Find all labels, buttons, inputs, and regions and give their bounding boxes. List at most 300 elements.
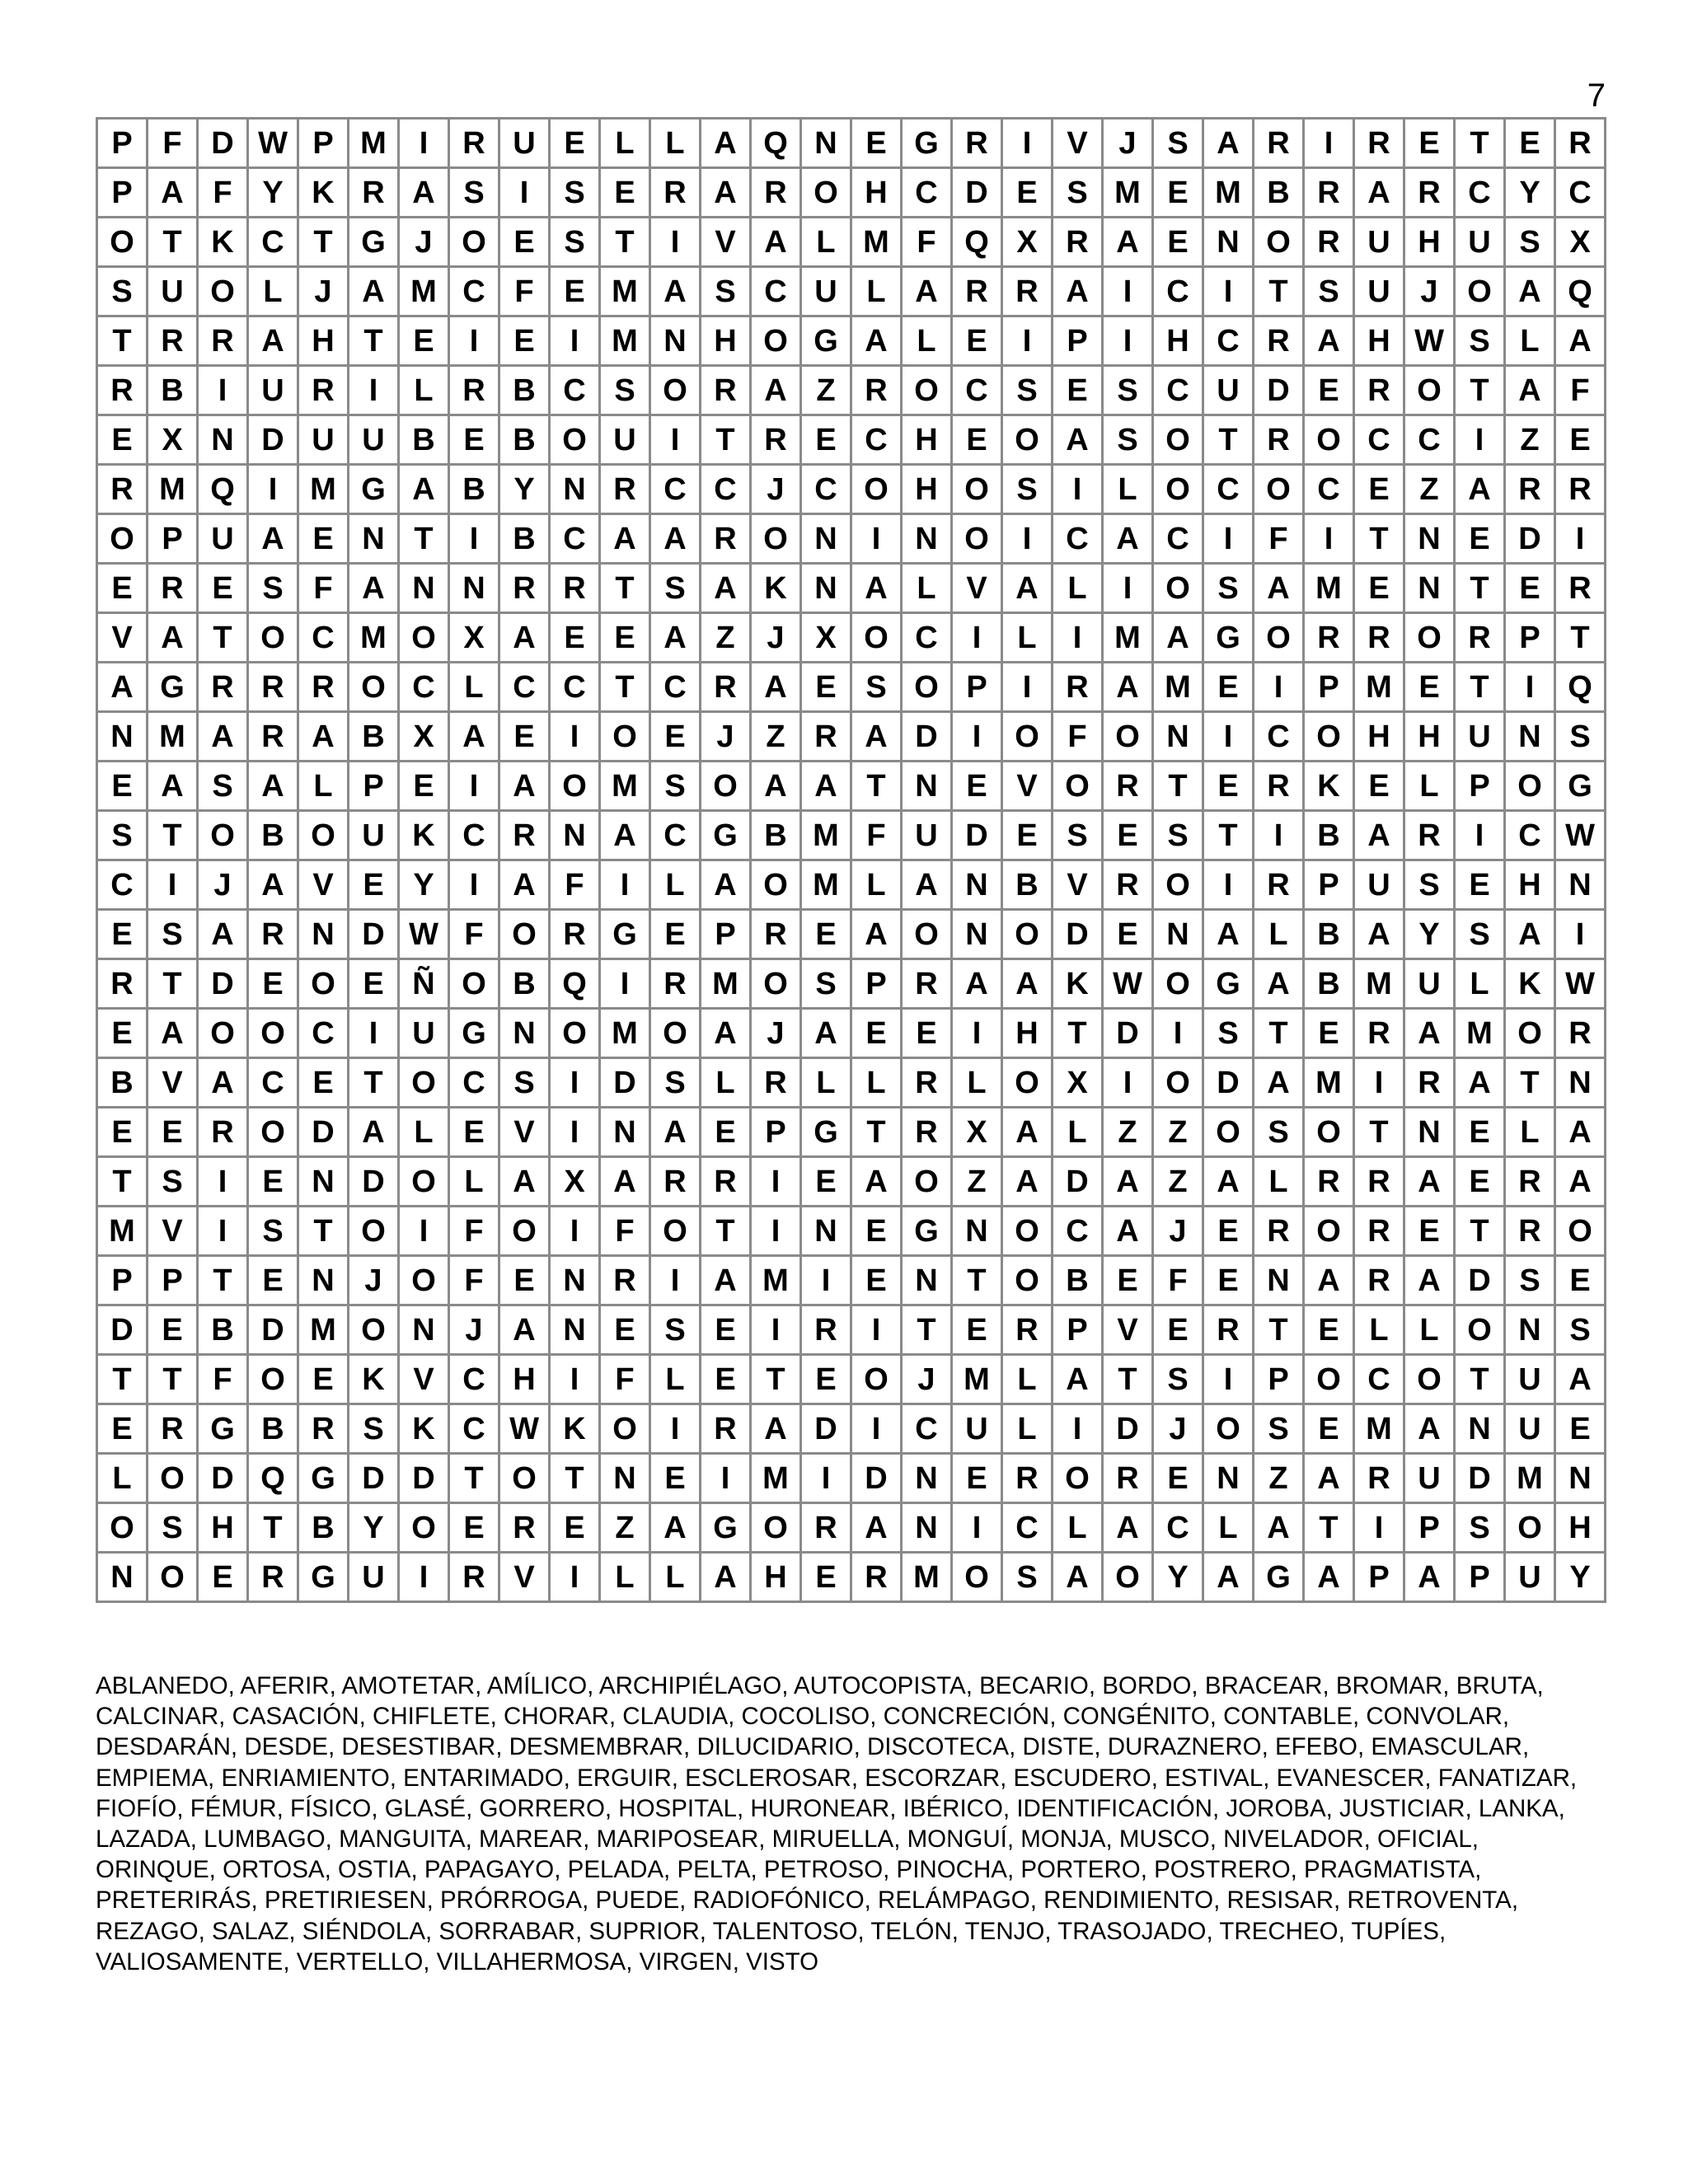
grid-row [97,1305,1606,1355]
grid-cell: C [449,267,499,316]
grid-cell: O [701,762,751,811]
grid-cell: H [298,316,349,366]
grid-cell: B [499,415,550,465]
grid-cell: E [1304,1305,1354,1355]
grid-cell: O [97,218,148,267]
grid-cell: P [97,168,148,218]
grid-cell: S [1404,860,1455,910]
grid-cell: T [1153,762,1203,811]
grid-cell: C [650,465,701,514]
grid-cell: L [1404,1305,1455,1355]
grid-cell: O [1304,1207,1354,1256]
grid-cell: T [1455,663,1505,712]
grid-cell: C [550,514,600,564]
grid-cell: A [349,564,399,613]
grid-cell: S [550,168,600,218]
grid-cell: B [1304,959,1354,1009]
grid-cell: E [952,762,1002,811]
grid-cell: L [449,1157,499,1207]
grid-cell: W [1555,811,1606,860]
grid-cell: N [298,910,349,959]
grid-cell: J [1404,267,1455,316]
grid-cell: C [1153,366,1203,415]
grid-cell: E [801,1553,851,1602]
grid-cell: O [449,959,499,1009]
grid-row [97,1207,1606,1256]
grid-cell: E [851,1009,902,1058]
grid-cell: K [298,168,349,218]
grid-cell: R [1254,1207,1304,1256]
grid-cell: N [902,1454,952,1503]
grid-cell: N [801,119,851,168]
grid-cell: L [1455,959,1505,1009]
grid-cell: L [650,860,701,910]
grid-cell: L [600,119,650,168]
grid-cell: X [1555,218,1606,267]
grid-cell: O [298,811,349,860]
grid-cell: T [751,1355,801,1404]
grid-cell: R [449,1553,499,1602]
grid-cell: A [1404,1009,1455,1058]
grid-row [97,415,1606,465]
grid-cell: T [952,1256,1002,1305]
grid-cell: S [1053,811,1103,860]
grid-cell: M [751,1454,801,1503]
grid-cell: Q [248,1454,298,1503]
grid-cell: O [851,613,902,663]
grid-cell: L [701,1058,751,1108]
grid-cell: R [248,910,298,959]
grid-cell: A [1203,119,1254,168]
grid-cell: I [550,1108,600,1157]
grid-cell: Y [499,465,550,514]
grid-cell: E [1153,168,1203,218]
grid-row [97,514,1606,564]
grid-cell: C [499,663,550,712]
grid-cell: M [349,613,399,663]
grid-cell: T [1103,1355,1153,1404]
grid-cell: G [1203,613,1254,663]
grid-cell: E [600,168,650,218]
grid-row [97,910,1606,959]
grid-cell: L [1505,316,1555,366]
grid-cell: D [952,811,1002,860]
grid-cell: A [851,712,902,762]
grid-cell: I [650,218,701,267]
grid-cell: A [751,762,801,811]
grid-cell: T [1254,267,1304,316]
grid-cell: Z [751,712,801,762]
grid-cell: T [449,1454,499,1503]
grid-cell: A [1103,1207,1153,1256]
grid-cell: S [248,564,298,613]
grid-cell: C [248,1058,298,1108]
grid-cell: O [298,959,349,1009]
grid-cell: A [248,514,298,564]
grid-cell: I [1053,613,1103,663]
grid-cell: O [1505,762,1555,811]
grid-cell: O [650,1009,701,1058]
grid-cell: N [1153,910,1203,959]
grid-cell: I [801,1454,851,1503]
grid-cell: U [499,119,550,168]
grid-cell: I [1455,811,1505,860]
grid-cell: E [349,860,399,910]
grid-cell: R [650,1157,701,1207]
grid-cell: O [248,1009,298,1058]
grid-cell: S [1002,465,1053,514]
grid-cell: C [1153,267,1203,316]
grid-cell: I [1203,267,1254,316]
grid-cell: X [952,1108,1002,1157]
grid-cell: E [449,1108,499,1157]
grid-cell: F [600,1207,650,1256]
grid-cell: I [550,1553,600,1602]
grid-cell: S [1203,564,1254,613]
grid-cell: R [1053,663,1103,712]
grid-cell: N [902,1256,952,1305]
grid-cell: A [148,168,198,218]
grid-cell: A [1053,1355,1103,1404]
grid-cell: A [701,1256,751,1305]
grid-cell: O [399,1058,449,1108]
grid-cell: Y [349,1503,399,1553]
grid-cell: A [701,168,751,218]
grid-cell: L [1053,1503,1103,1553]
grid-cell: U [1505,1355,1555,1404]
grid-cell: V [952,564,1002,613]
grid-cell: W [399,910,449,959]
grid-cell: V [1002,762,1053,811]
grid-cell: I [851,1404,902,1454]
grid-cell: S [1505,218,1555,267]
grid-cell: B [399,415,449,465]
grid-cell: R [248,1553,298,1602]
grid-cell: E [399,316,449,366]
grid-cell: A [751,1404,801,1454]
grid-cell: E [650,910,701,959]
grid-row [97,119,1606,168]
grid-cell: T [248,1503,298,1553]
grid-cell: N [1404,1108,1455,1157]
grid-cell: I [550,1058,600,1108]
grid-cell: S [148,1157,198,1207]
grid-cell: O [1053,762,1103,811]
grid-cell: R [751,168,801,218]
grid-cell: T [148,959,198,1009]
grid-cell: S [1555,712,1606,762]
grid-cell: O [1304,415,1354,465]
grid-cell: B [248,811,298,860]
grid-cell: A [701,119,751,168]
grid-cell: N [952,1207,1002,1256]
grid-cell: N [801,514,851,564]
grid-cell: E [1354,465,1404,514]
grid-cell: E [298,1355,349,1404]
grid-cell: R [1505,1157,1555,1207]
grid-cell: C [1153,514,1203,564]
grid-cell: R [902,1058,952,1108]
grid-cell: A [1555,1157,1606,1207]
grid-cell: N [399,1305,449,1355]
grid-cell: A [1203,910,1254,959]
grid-cell: H [1354,712,1404,762]
grid-cell: R [148,316,198,366]
grid-cell: M [148,465,198,514]
grid-cell: B [1304,910,1354,959]
grid-cell: N [1505,712,1555,762]
grid-cell: A [1002,1157,1053,1207]
grid-cell: E [650,712,701,762]
grid-cell: S [600,366,650,415]
grid-cell: A [1053,1553,1103,1602]
grid-cell: O [1254,218,1304,267]
grid-cell: D [399,1454,449,1503]
grid-cell: F [449,1256,499,1305]
grid-cell: A [801,762,851,811]
grid-cell: L [97,1454,148,1503]
grid-cell: I [198,1157,248,1207]
grid-cell: A [1254,564,1304,613]
grid-cell: A [851,1157,902,1207]
grid-cell: A [1304,1454,1354,1503]
grid-cell: L [1002,1404,1053,1454]
grid-cell: E [952,1305,1002,1355]
grid-cell: T [399,514,449,564]
grid-cell: R [751,1058,801,1108]
grid-cell: X [801,613,851,663]
grid-cell: A [1505,910,1555,959]
grid-cell: I [952,1503,1002,1553]
grid-cell: N [1203,1454,1254,1503]
grid-cell: E [701,1108,751,1157]
grid-row [97,860,1606,910]
grid-cell: M [97,1207,148,1256]
grid-cell: P [148,1256,198,1305]
grid-cell: D [801,1404,851,1454]
grid-cell: J [751,1009,801,1058]
grid-cell: T [600,218,650,267]
grid-row [97,1256,1606,1305]
grid-cell: M [701,959,751,1009]
grid-cell: F [851,811,902,860]
grid-cell: V [701,218,751,267]
grid-cell: R [1505,1207,1555,1256]
grid-cell: R [349,168,399,218]
grid-cell: L [399,366,449,415]
grid-cell: I [701,1454,751,1503]
grid-cell: E [198,1553,248,1602]
grid-cell: C [902,613,952,663]
grid-cell: A [1002,564,1053,613]
grid-cell: Z [1153,1108,1203,1157]
grid-cell: N [1555,1454,1606,1503]
grid-cell: T [851,762,902,811]
grid-cell: I [650,415,701,465]
grid-cell: I [1053,1404,1103,1454]
grid-cell: U [349,1553,399,1602]
grid-cell: M [1354,663,1404,712]
grid-cell: J [1153,1404,1203,1454]
grid-cell: A [1455,1058,1505,1108]
grid-cell: R [801,712,851,762]
grid-cell: T [1304,1503,1354,1553]
grid-cell: R [1254,415,1304,465]
grid-cell: L [1254,1157,1304,1207]
grid-cell: C [97,860,148,910]
grid-cell: F [198,168,248,218]
grid-cell: A [248,860,298,910]
grid-cell: X [550,1157,600,1207]
grid-cell: D [1203,1058,1254,1108]
grid-cell: U [1354,267,1404,316]
grid-cell: A [1304,1256,1354,1305]
grid-cell: R [198,663,248,712]
grid-cell: V [499,1553,550,1602]
grid-cell: D [1053,1157,1103,1207]
grid-cell: S [650,1058,701,1108]
grid-row [97,1108,1606,1157]
grid-cell: D [902,712,952,762]
grid-cell: E [952,415,1002,465]
grid-cell: K [399,811,449,860]
grid-cell: W [1555,959,1606,1009]
grid-cell: E [550,613,600,663]
grid-cell: M [600,1009,650,1058]
grid-cell: B [349,712,399,762]
grid-cell: R [1354,1009,1404,1058]
grid-cell: O [952,514,1002,564]
grid-cell: R [449,119,499,168]
grid-row [97,811,1606,860]
grid-cell: G [801,316,851,366]
grid-cell: F [449,1207,499,1256]
grid-cell: O [550,1009,600,1058]
grid-cell: E [1505,564,1555,613]
grid-cell: E [499,712,550,762]
grid-cell: I [1103,316,1153,366]
grid-cell: O [1254,465,1304,514]
grid-cell: P [1505,613,1555,663]
grid-cell: T [1455,1355,1505,1404]
grid-cell: R [1404,1058,1455,1108]
grid-cell: O [198,811,248,860]
grid-row [97,218,1606,267]
grid-cell: H [902,465,952,514]
grid-cell: I [550,1207,600,1256]
grid-cell: E [701,1355,751,1404]
grid-cell: U [1505,1553,1555,1602]
grid-cell: L [1053,564,1103,613]
grid-cell: A [499,613,550,663]
grid-cell: A [1354,910,1404,959]
grid-cell: L [298,762,349,811]
grid-cell: I [550,316,600,366]
grid-cell: A [600,811,650,860]
grid-cell: L [851,860,902,910]
grid-cell: D [298,1108,349,1157]
grid-cell: K [1505,959,1555,1009]
grid-cell: U [298,415,349,465]
grid-cell: B [248,1404,298,1454]
grid-row [97,613,1606,663]
grid-cell: C [1053,514,1103,564]
grid-cell: O [1505,1503,1555,1553]
grid-cell: R [1354,1256,1404,1305]
grid-cell: U [600,415,650,465]
grid-cell: R [1002,267,1053,316]
grid-cell: T [148,218,198,267]
grid-cell: I [349,366,399,415]
grid-cell: G [600,910,650,959]
grid-cell: A [1103,1157,1153,1207]
grid-row [97,663,1606,712]
grid-cell: D [1505,514,1555,564]
grid-cell: V [399,1355,449,1404]
grid-cell: H [1404,218,1455,267]
grid-cell: G [902,119,952,168]
grid-cell: R [851,366,902,415]
grid-cell: E [1404,663,1455,712]
grid-cell: I [449,762,499,811]
grid-cell: L [650,1553,701,1602]
grid-cell: L [248,267,298,316]
grid-cell: N [550,1256,600,1305]
grid-cell: M [1354,959,1404,1009]
grid-cell: J [902,1355,952,1404]
grid-cell: R [499,1503,550,1553]
grid-cell: S [97,267,148,316]
grid-cell: S [248,1207,298,1256]
grid-cell: R [148,564,198,613]
grid-cell: K [1053,959,1103,1009]
grid-row [97,1058,1606,1108]
grid-cell: O [248,1355,298,1404]
grid-cell: D [198,119,248,168]
grid-cell: S [449,168,499,218]
grid-cell: R [701,1157,751,1207]
grid-cell: M [1455,1009,1505,1058]
grid-cell: M [902,1553,952,1602]
grid-cell: P [952,663,1002,712]
grid-row [97,959,1606,1009]
grid-cell: U [1455,218,1505,267]
grid-cell: K [399,1404,449,1454]
grid-cell: Z [1153,1157,1203,1207]
grid-cell: Y [248,168,298,218]
grid-cell: J [349,1256,399,1305]
grid-cell: L [851,1058,902,1108]
grid-cell: D [952,168,1002,218]
grid-cell: R [198,316,248,366]
grid-cell: I [952,613,1002,663]
grid-cell: A [650,267,701,316]
grid-cell: B [751,811,801,860]
grid-cell: S [1304,267,1354,316]
grid-cell: M [952,1355,1002,1404]
grid-cell: O [399,613,449,663]
grid-cell: O [499,1207,550,1256]
grid-cell: O [1103,712,1153,762]
grid-cell: A [1304,316,1354,366]
grid-cell: V [499,1108,550,1157]
grid-cell: O [248,613,298,663]
grid-cell: T [349,316,399,366]
grid-cell: T [1455,366,1505,415]
grid-cell: R [298,663,349,712]
grid-cell: E [248,1157,298,1207]
grid-cell: O [1153,415,1203,465]
